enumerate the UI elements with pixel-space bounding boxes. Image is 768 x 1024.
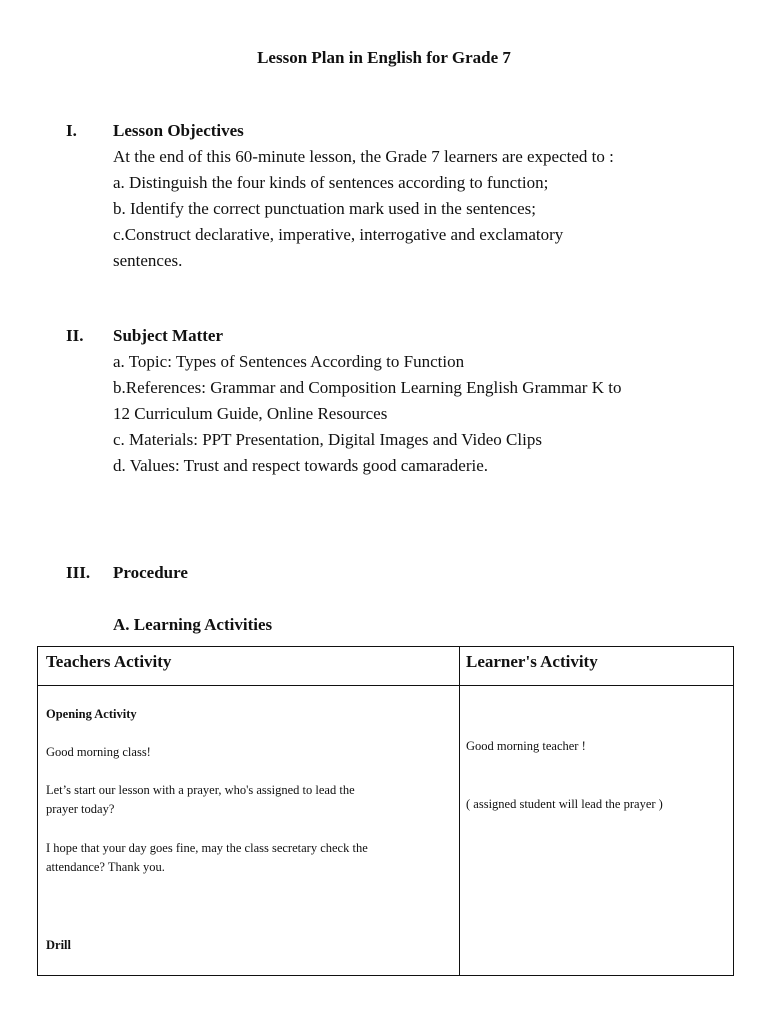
section-numeral: II. — [66, 326, 84, 345]
teacher-greeting: Good morning class! — [46, 745, 151, 759]
subject-values: d. Values: Trust and respect towards good camaraderie. — [113, 456, 489, 475]
teacher-prayer-line-1: Let’s start our lesson with a prayer, who's assigned to lead the — [46, 783, 355, 797]
teacher-attendance-line-2: attendance? Thank you. — [46, 860, 165, 874]
section-numeral: I. — [66, 121, 77, 140]
learner-prayer-response: ( assigned student will lead the prayer ) — [466, 797, 663, 811]
header-divider — [38, 685, 733, 686]
teachers-activity-header: Teachers Activity — [46, 652, 172, 671]
drill-label: Drill — [46, 938, 71, 952]
column-divider — [459, 647, 460, 975]
subject-topic: a. Topic: Types of Sentences According to Function — [113, 352, 465, 371]
section-numeral: III. — [66, 563, 91, 582]
learning-activities-heading: A. Learning Activities — [113, 615, 273, 634]
learners-activity-header: Learner's Activity — [466, 652, 598, 671]
document-title: Lesson Plan in English for Grade 7 — [257, 48, 511, 67]
teacher-attendance-line-1: I hope that your day goes fine, may the class secretary check the — [46, 841, 368, 855]
objective-intro: At the end of this 60-minute lesson, the Grade 7 learners are expected to : — [113, 147, 614, 166]
opening-activity-label: Opening Activity — [46, 707, 137, 721]
objective-b: b. Identify the correct punctuation mark used in the sentences; — [113, 199, 536, 218]
objective-c-cont: sentences. — [113, 251, 183, 270]
subject-references-cont: 12 Curriculum Guide, Online Resources — [113, 404, 388, 423]
teacher-prayer-line-2: prayer today? — [46, 802, 115, 816]
learner-greeting: Good morning teacher ! — [466, 739, 586, 753]
section-heading: Subject Matter — [113, 326, 223, 345]
section-heading: Lesson Objectives — [113, 121, 244, 140]
learning-activities-table — [37, 646, 734, 976]
subject-references: b.References: Grammar and Composition Learning English Grammar K to — [113, 378, 622, 397]
section-heading: Procedure — [113, 563, 188, 582]
objective-a: a. Distinguish the four kinds of sentences according to function; — [113, 173, 549, 192]
objective-c: c.Construct declarative, imperative, interrogative and exclamatory — [113, 225, 564, 244]
subject-materials: c. Materials: PPT Presentation, Digital Images and Video Clips — [113, 430, 542, 449]
